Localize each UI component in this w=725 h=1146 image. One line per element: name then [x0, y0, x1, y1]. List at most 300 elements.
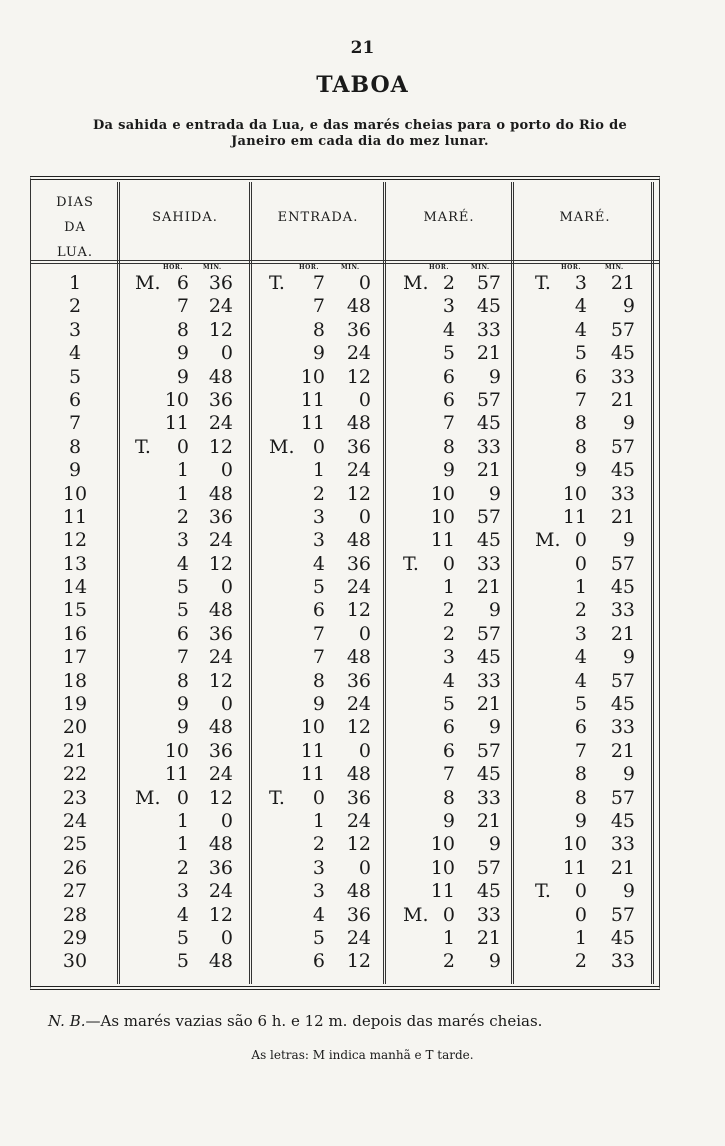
cell-day: 13 — [62, 552, 88, 575]
cell-m2-m: 45 — [610, 809, 635, 832]
cell-s-m: 0 — [220, 809, 233, 832]
cell-m1-m: 57 — [476, 739, 501, 762]
cell-m1-m: 21 — [476, 809, 501, 832]
cell-e-h: 10 — [300, 716, 325, 739]
cell-s-h: 8 — [176, 318, 189, 341]
cell-day: 28 — [62, 903, 88, 926]
cell-s-m: 0 — [220, 693, 233, 716]
cell-s-h: 7 — [176, 295, 189, 318]
table-row — [31, 857, 661, 880]
cell-e-m: 36 — [346, 318, 371, 341]
cell-m2-h: 7 — [574, 739, 587, 762]
cell-m2-h: 7 — [574, 388, 587, 411]
cell-s-h: 7 — [176, 646, 189, 669]
cell-s-h: 8 — [176, 669, 189, 692]
cell-e-m: 36 — [346, 786, 371, 809]
cell-s-p: M. — [135, 272, 161, 294]
table-row — [31, 904, 661, 927]
cell-s-m: 24 — [208, 295, 233, 318]
cell-s-m: 24 — [208, 763, 233, 786]
cell-m1-h: 2 — [442, 622, 455, 645]
cell-s-h: 4 — [176, 552, 189, 575]
cell-e-p: M. — [269, 435, 295, 458]
cell-day: 2 — [68, 295, 82, 318]
cell-m1-h: 11 — [430, 880, 455, 903]
tide-table — [30, 176, 660, 990]
cell-m2-m: 57 — [610, 903, 635, 926]
cell-m2-m: 33 — [610, 950, 635, 973]
unit-min: MIN. — [471, 264, 490, 271]
cell-s-h: 9 — [176, 716, 189, 739]
cell-e-h: 11 — [300, 388, 325, 411]
cell-e-p: T. — [269, 272, 285, 294]
cell-s-h: 0 — [176, 786, 189, 809]
cell-e-m: 36 — [346, 903, 371, 926]
cell-e-m: 48 — [346, 412, 371, 435]
cell-e-h: 0 — [312, 786, 325, 809]
cell-m2-h: 6 — [574, 716, 587, 739]
cell-m1-m: 57 — [476, 856, 501, 879]
cell-day: 18 — [62, 669, 88, 692]
cell-m1-p: M. — [403, 272, 429, 294]
cell-s-h: 1 — [176, 833, 189, 856]
header-entrada: ENTRADA. — [277, 210, 359, 225]
cell-e-h: 11 — [300, 763, 325, 786]
cell-m2-h: 4 — [574, 646, 587, 669]
cell-s-m: 12 — [208, 318, 233, 341]
cell-m1-h: 4 — [442, 318, 455, 341]
cell-m2-h: 8 — [574, 786, 587, 809]
cell-m1-h: 10 — [430, 856, 455, 879]
cell-m2-m: 33 — [610, 833, 635, 856]
cell-m2-m: 57 — [610, 786, 635, 809]
cell-m1-h: 6 — [442, 388, 455, 411]
table-row — [31, 366, 661, 389]
cell-s-m: 48 — [208, 365, 233, 388]
cell-s-p: M. — [135, 786, 161, 809]
subtitle-line-1: Da sahida e entrada da Lua, e das marés cheias para o porto do Rio de — [92, 118, 628, 133]
cell-m1-h: 2 — [442, 272, 455, 294]
cell-s-m: 48 — [208, 482, 233, 505]
cell-m1-h: 9 — [442, 459, 455, 482]
cell-m2-m: 21 — [610, 388, 635, 411]
cell-e-m: 12 — [346, 833, 371, 856]
header-lua: LUA. — [57, 245, 93, 260]
cell-day: 12 — [62, 529, 88, 552]
cell-m2-m: 45 — [610, 926, 635, 949]
cell-day: 20 — [62, 716, 88, 739]
cell-m1-m: 21 — [476, 926, 501, 949]
cell-m1-m: 9 — [488, 716, 501, 739]
cell-e-m: 24 — [346, 809, 371, 832]
note — [48, 1012, 542, 1030]
cell-e-m: 0 — [358, 856, 371, 879]
cell-e-m: 0 — [358, 505, 371, 528]
cell-m2-m: 45 — [610, 342, 635, 365]
cell-m1-m: 21 — [476, 342, 501, 365]
cell-e-h: 9 — [312, 342, 325, 365]
cell-e-h: 10 — [300, 365, 325, 388]
cell-m2-p: M. — [535, 529, 561, 552]
cell-m1-m: 21 — [476, 693, 501, 716]
cell-m2-h: 11 — [562, 505, 587, 528]
table-row — [31, 880, 661, 903]
cell-m2-m: 33 — [610, 365, 635, 388]
cell-s-h: 4 — [176, 903, 189, 926]
table-body — [31, 272, 661, 974]
cell-s-h: 5 — [176, 950, 189, 973]
cell-e-m: 12 — [346, 599, 371, 622]
cell-m2-m: 9 — [622, 880, 635, 903]
cell-e-h: 7 — [312, 622, 325, 645]
cell-m2-m: 21 — [610, 856, 635, 879]
cell-m1-m: 33 — [476, 552, 501, 575]
cell-s-h: 5 — [176, 576, 189, 599]
cell-m2-h: 0 — [574, 903, 587, 926]
table-row — [31, 412, 661, 435]
cell-e-h: 3 — [312, 880, 325, 903]
header-dias-da-lua — [31, 190, 119, 265]
cell-day: 1 — [68, 272, 82, 294]
unit-min: MIN. — [341, 264, 360, 271]
cell-m1-m: 45 — [476, 412, 501, 435]
legend: As letras: M indica manhã e T tarde. — [251, 1048, 474, 1062]
cell-day: 25 — [62, 833, 88, 856]
table-row — [31, 693, 661, 716]
cell-m2-h: 10 — [562, 482, 587, 505]
note-text: —As marés vazias são 6 h. e 12 m. depois das marés cheias. — [85, 1012, 543, 1030]
cell-m1-p: M. — [403, 903, 429, 926]
cell-s-h: 9 — [176, 365, 189, 388]
cell-m1-h: 7 — [442, 763, 455, 786]
cell-m1-h: 3 — [442, 646, 455, 669]
cell-e-m: 24 — [346, 926, 371, 949]
cell-m2-m: 33 — [610, 716, 635, 739]
cell-m1-h: 8 — [442, 786, 455, 809]
cell-day: 6 — [68, 388, 82, 411]
cell-e-h: 4 — [312, 552, 325, 575]
cell-m1-h: 6 — [442, 739, 455, 762]
unit-hor: HOR. — [429, 264, 449, 271]
cell-m2-m: 45 — [610, 576, 635, 599]
cell-m2-m: 21 — [610, 622, 635, 645]
cell-e-h: 3 — [312, 529, 325, 552]
cell-s-h: 10 — [164, 739, 189, 762]
cell-m1-h: 0 — [442, 903, 455, 926]
cell-m1-m: 45 — [476, 295, 501, 318]
cell-m2-m: 57 — [610, 435, 635, 458]
cell-e-h: 6 — [312, 950, 325, 973]
cell-e-h: 2 — [312, 482, 325, 505]
cell-m2-m: 9 — [622, 295, 635, 318]
table-row — [31, 787, 661, 810]
cell-s-m: 48 — [208, 716, 233, 739]
cell-e-m: 48 — [346, 529, 371, 552]
cell-s-h: 10 — [164, 388, 189, 411]
cell-e-h: 1 — [312, 459, 325, 482]
cell-s-m: 24 — [208, 646, 233, 669]
cell-e-h: 6 — [312, 599, 325, 622]
table-row — [31, 599, 661, 622]
cell-m2-h: 1 — [574, 576, 587, 599]
cell-m2-h: 1 — [574, 926, 587, 949]
cell-e-m: 0 — [358, 739, 371, 762]
cell-e-m: 0 — [358, 388, 371, 411]
cell-m2-h: 10 — [562, 833, 587, 856]
unit-hor: HOR. — [163, 264, 183, 271]
cell-e-m: 12 — [346, 716, 371, 739]
subtitle — [30, 118, 690, 150]
cell-day: 9 — [68, 459, 82, 482]
cell-s-m: 0 — [220, 576, 233, 599]
cell-e-m: 48 — [346, 646, 371, 669]
cell-day: 10 — [62, 482, 88, 505]
cell-m2-m: 57 — [610, 318, 635, 341]
cell-m2-m: 9 — [622, 412, 635, 435]
cell-m1-h: 0 — [442, 552, 455, 575]
cell-m2-h: 9 — [574, 459, 587, 482]
cell-m2-h: 2 — [574, 950, 587, 973]
cell-m2-h: 6 — [574, 365, 587, 388]
cell-m1-m: 21 — [476, 576, 501, 599]
cell-m1-m: 9 — [488, 365, 501, 388]
header-dias: DIAS — [56, 195, 94, 210]
cell-e-p: T. — [269, 786, 285, 809]
table-row — [31, 950, 661, 973]
cell-e-h: 11 — [300, 412, 325, 435]
cell-s-h: 6 — [176, 622, 189, 645]
cell-m2-m: 45 — [610, 693, 635, 716]
cell-e-m: 24 — [346, 342, 371, 365]
cell-s-m: 24 — [208, 412, 233, 435]
table-row — [31, 342, 661, 365]
cell-m1-h: 7 — [442, 412, 455, 435]
cell-m1-m: 9 — [488, 833, 501, 856]
cell-m1-m: 57 — [476, 388, 501, 411]
cell-e-h: 11 — [300, 739, 325, 762]
cell-s-h: 11 — [164, 763, 189, 786]
cell-e-m: 0 — [358, 272, 371, 294]
cell-m1-h: 6 — [442, 716, 455, 739]
cell-m1-h: 6 — [442, 365, 455, 388]
cell-m1-m: 33 — [476, 435, 501, 458]
cell-m1-h: 3 — [442, 295, 455, 318]
cell-e-h: 0 — [312, 435, 325, 458]
cell-s-h: 9 — [176, 342, 189, 365]
cell-m2-p: T. — [535, 880, 551, 903]
table-row — [31, 483, 661, 506]
cell-m2-m: 21 — [610, 272, 635, 294]
cell-m1-m: 33 — [476, 318, 501, 341]
cell-day: 15 — [62, 599, 88, 622]
cell-m2-m: 57 — [610, 552, 635, 575]
cell-s-m: 0 — [220, 342, 233, 365]
cell-s-m: 24 — [208, 880, 233, 903]
cell-e-h: 3 — [312, 505, 325, 528]
cell-e-m: 36 — [346, 669, 371, 692]
cell-e-h: 7 — [312, 295, 325, 318]
cell-e-h: 7 — [312, 272, 325, 294]
cell-s-h: 1 — [176, 459, 189, 482]
cell-s-m: 12 — [208, 903, 233, 926]
cell-e-h: 1 — [312, 809, 325, 832]
cell-s-m: 36 — [208, 272, 233, 294]
table-row — [31, 272, 661, 295]
cell-s-h: 0 — [176, 435, 189, 458]
cell-s-h: 5 — [176, 926, 189, 949]
table-row — [31, 833, 661, 856]
cell-m2-m: 57 — [610, 669, 635, 692]
cell-m1-m: 45 — [476, 529, 501, 552]
cell-day: 17 — [62, 646, 88, 669]
cell-m1-h: 2 — [442, 599, 455, 622]
cell-m1-m: 21 — [476, 459, 501, 482]
cell-m2-h: 0 — [574, 529, 587, 552]
cell-e-m: 48 — [346, 295, 371, 318]
cell-day: 7 — [68, 412, 82, 435]
table-row — [31, 670, 661, 693]
cell-m2-m: 21 — [610, 505, 635, 528]
unit-hor: HOR. — [561, 264, 581, 271]
cell-s-h: 1 — [176, 809, 189, 832]
cell-s-m: 12 — [208, 786, 233, 809]
cell-day: 23 — [62, 786, 88, 809]
cell-e-m: 12 — [346, 950, 371, 973]
page-title: TABOA — [316, 72, 409, 98]
header-mare-2: MARÉ. — [559, 210, 611, 225]
table-row — [31, 623, 661, 646]
table-row — [31, 763, 661, 786]
cell-e-h: 9 — [312, 693, 325, 716]
cell-m2-m: 9 — [622, 646, 635, 669]
table-row — [31, 319, 661, 342]
cell-e-h: 3 — [312, 856, 325, 879]
cell-e-h: 8 — [312, 318, 325, 341]
table-row — [31, 459, 661, 482]
cell-m1-h: 1 — [442, 576, 455, 599]
cell-e-m: 48 — [346, 763, 371, 786]
cell-e-h: 7 — [312, 646, 325, 669]
cell-e-m: 24 — [346, 576, 371, 599]
cell-e-h: 2 — [312, 833, 325, 856]
cell-s-m: 48 — [208, 599, 233, 622]
cell-m1-m: 57 — [476, 505, 501, 528]
table-row — [31, 436, 661, 459]
cell-m2-h: 0 — [574, 552, 587, 575]
cell-s-h: 11 — [164, 412, 189, 435]
cell-day: 22 — [62, 763, 88, 786]
cell-m1-m: 33 — [476, 669, 501, 692]
cell-m2-h: 4 — [574, 295, 587, 318]
unit-hor: HOR. — [299, 264, 319, 271]
cell-m2-h: 4 — [574, 318, 587, 341]
cell-e-m: 36 — [346, 435, 371, 458]
cell-m1-h: 10 — [430, 482, 455, 505]
cell-m1-m: 9 — [488, 482, 501, 505]
cell-s-m: 48 — [208, 950, 233, 973]
cell-s-m: 36 — [208, 856, 233, 879]
cell-m1-m: 45 — [476, 646, 501, 669]
cell-s-h: 5 — [176, 599, 189, 622]
cell-s-m: 12 — [208, 435, 233, 458]
cell-m1-m: 57 — [476, 622, 501, 645]
cell-day: 26 — [62, 856, 88, 879]
cell-m2-h: 3 — [574, 272, 587, 294]
cell-e-m: 24 — [346, 693, 371, 716]
cell-day: 30 — [62, 950, 88, 973]
cell-day: 24 — [62, 809, 88, 832]
cell-day: 21 — [62, 739, 88, 762]
table-row — [31, 646, 661, 669]
cell-m2-m: 9 — [622, 763, 635, 786]
cell-m2-h: 2 — [574, 599, 587, 622]
table-row — [31, 506, 661, 529]
cell-e-m: 24 — [346, 459, 371, 482]
header-da: DA — [64, 220, 86, 235]
cell-m1-m: 57 — [476, 272, 501, 294]
cell-m1-h: 5 — [442, 693, 455, 716]
cell-m1-m: 33 — [476, 786, 501, 809]
cell-m1-m: 33 — [476, 903, 501, 926]
cell-day: 11 — [62, 505, 88, 528]
table-row — [31, 553, 661, 576]
cell-m1-m: 45 — [476, 880, 501, 903]
cell-day: 27 — [62, 880, 88, 903]
cell-e-h: 5 — [312, 576, 325, 599]
cell-day: 29 — [62, 926, 88, 949]
cell-s-m: 36 — [208, 622, 233, 645]
cell-s-h: 2 — [176, 505, 189, 528]
cell-m2-m: 21 — [610, 739, 635, 762]
cell-m1-m: 9 — [488, 950, 501, 973]
cell-m1-h: 9 — [442, 809, 455, 832]
cell-m1-p: T. — [403, 552, 419, 575]
table-row — [31, 716, 661, 739]
cell-e-h: 8 — [312, 669, 325, 692]
cell-m2-m: 45 — [610, 459, 635, 482]
unit-min: MIN. — [203, 264, 222, 271]
cell-m2-h: 4 — [574, 669, 587, 692]
cell-m1-m: 45 — [476, 763, 501, 786]
cell-m1-h: 4 — [442, 669, 455, 692]
cell-m1-h: 5 — [442, 342, 455, 365]
cell-day: 4 — [68, 342, 82, 365]
cell-s-m: 0 — [220, 459, 233, 482]
cell-m2-m: 33 — [610, 599, 635, 622]
cell-day: 14 — [62, 576, 88, 599]
cell-e-h: 4 — [312, 903, 325, 926]
cell-s-h: 2 — [176, 856, 189, 879]
note-prefix: N. B. — [48, 1012, 86, 1030]
table-row — [31, 529, 661, 552]
cell-m2-h: 9 — [574, 809, 587, 832]
header-mare-1: MARÉ. — [423, 210, 475, 225]
cell-s-m: 0 — [220, 926, 233, 949]
cell-m2-m: 33 — [610, 482, 635, 505]
cell-s-p: T. — [135, 435, 151, 458]
cell-s-m: 12 — [208, 552, 233, 575]
cell-day: 8 — [68, 435, 82, 458]
cell-day: 16 — [62, 622, 88, 645]
cell-m2-h: 3 — [574, 622, 587, 645]
cell-m1-h: 2 — [442, 950, 455, 973]
cell-e-m: 12 — [346, 365, 371, 388]
table-row — [31, 740, 661, 763]
cell-e-m: 48 — [346, 880, 371, 903]
cell-e-m: 36 — [346, 552, 371, 575]
cell-m1-h: 10 — [430, 833, 455, 856]
cell-s-h: 6 — [176, 272, 189, 294]
